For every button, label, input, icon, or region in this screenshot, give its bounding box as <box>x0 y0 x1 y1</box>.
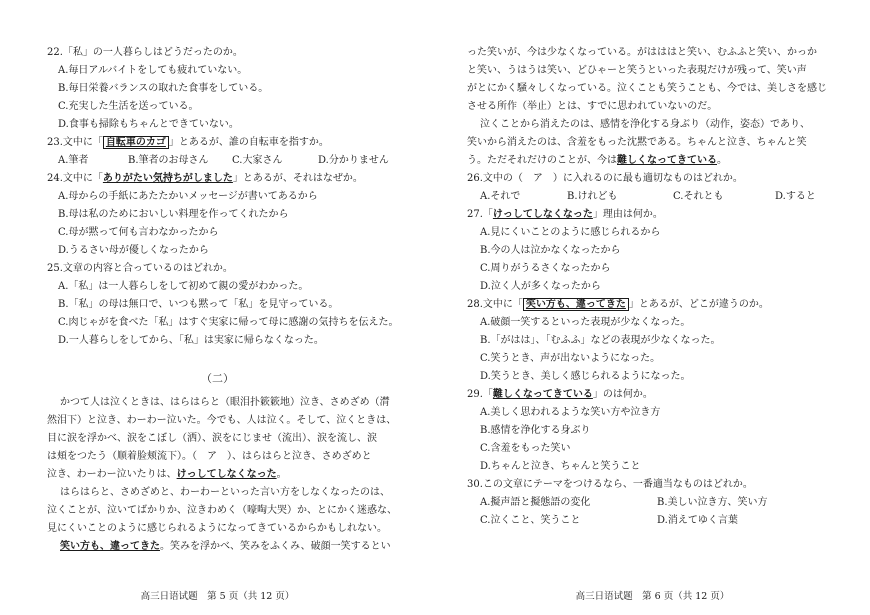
q29-option-d: D.ちゃんと泣き、ちゃんと笑うこと <box>480 461 641 472</box>
q22-option-c: C.充実した生活を送っている。 <box>58 101 199 112</box>
q27-option-d: D.泣く人が多くなったから <box>480 281 601 292</box>
passage-line: 泣くことから消えたのは、感情を浄化する身ぶり（动作，姿态）であり、 <box>480 119 810 130</box>
passage-line: かつて人は泣くときは、はらはらと（眼泪扑簌簌地）泣き、さめざめ（潸 <box>60 397 390 408</box>
q24-prefix: 24.文中に「 <box>47 173 103 184</box>
q29-emphasis: 難しくなってきている <box>492 389 593 400</box>
q29-suffix: 」のは何か。 <box>592 389 653 400</box>
q25-option-a: A.「私」は一人暮らしをして初めて親の愛がわかった。 <box>58 281 309 292</box>
passage-text: 。 <box>717 155 727 166</box>
q28-suffix: 」とあるが、どこが違うのか。 <box>628 299 769 310</box>
q22-option-d: D.食事も掃除もちゃんとできていない。 <box>58 119 239 130</box>
q24-suffix: 」とあるが、それはなぜか。 <box>232 173 363 184</box>
q28-option-d: D.笑うとき、美しく感じられるようになった。 <box>480 371 691 382</box>
passage-line <box>467 154 727 168</box>
q27-option-a: A.見にくいことのように感じられるから <box>480 227 661 238</box>
question-22: 22.「私」の一人暮らしはどうだったのか。 <box>47 47 243 58</box>
q25-option-d: D.一人暮らしをしてから、「私」は実家に帰らなくなった。 <box>58 335 324 346</box>
passage-line: 笑いから消えたのは、含羞をもった沈黙である。ちゃんと泣き、ちゃんと笑 <box>467 137 807 148</box>
q30-option-a: A.擬声語と擬態語の変化 <box>480 497 591 508</box>
question-28 <box>467 298 769 312</box>
q27-prefix: 27.「 <box>467 209 493 220</box>
q22-option-b: B.毎日栄養バランスの取れた食事をしている。 <box>58 83 269 94</box>
passage-line: は頬をつたう（顺着脸颊流下）。（ ア ）、はらはらと泣き、さめざめと <box>47 451 372 462</box>
q26-option-b: B.けれども <box>567 191 618 202</box>
q25-option-c: C.肉じゃがを食べた「私」はすぐ実家に帰って母に感謝の気持ちを伝えた。 <box>58 317 399 328</box>
passage-line: がとにかく騒々しくなっている。泣くことも笑うことも、今では、美しさを感じ <box>467 83 827 94</box>
q23-option-b: B.筆者のお母さん <box>128 155 209 166</box>
passage-line: させる所作（举止）とは、すでに思われていないのだ。 <box>467 101 718 112</box>
q24-option-d: D.うるさい母が優しくなったから <box>58 245 209 256</box>
q26-option-d: D.すると <box>775 191 816 202</box>
q28-option-c: C.笑うとき、声が出ないようになった。 <box>480 353 661 364</box>
passage-line <box>60 540 391 554</box>
question-27 <box>467 208 663 222</box>
q27-emphasis: けっしてしなくなった <box>492 209 593 220</box>
q30-option-d: D.消えてゆく言葉 <box>657 515 738 526</box>
passage-line: 泣くことが、泣いてばかりか、泣きわめく（嚎啕大哭）か、とにかく迷惑な、 <box>47 505 397 516</box>
q23-option-d: D.分かりません <box>318 155 389 166</box>
q29-option-b: B.感情を浄化する身ぶり <box>480 425 591 436</box>
passage-emphasis: 笑い方も、違ってきた <box>60 541 160 552</box>
q29-prefix: 29.「 <box>467 389 493 400</box>
q24-option-a: A.母からの手紙にあたたかいメッセージが書いてあるから <box>58 191 318 202</box>
q30-option-b: B.美しい泣き方、笑い方 <box>657 497 768 508</box>
q29-option-c: C.含羞をもった笑い <box>480 443 571 454</box>
q30-option-c: C.泣くこと、笑うこと <box>480 515 581 526</box>
q22-option-a: A.毎日アルバイトをしても疲れていない。 <box>58 65 248 76</box>
q27-option-b: B.今の人は泣かなくなったから <box>480 245 621 256</box>
q23-option-c: C.大家さん <box>232 155 283 166</box>
question-25: 25.文章の内容と合っているのはどれか。 <box>47 263 233 274</box>
q23-prefix: 23.文中に「 <box>47 137 103 148</box>
passage-text: う。ただそれだけのことが、今は <box>467 155 617 166</box>
q26-option-a: A.それで <box>480 191 521 202</box>
q24-emphasis: ありがたい気持ちがしました <box>102 173 233 184</box>
question-24 <box>47 172 363 186</box>
q28-option-b: B.「がはは」、「むふふ」などの表現が少なくなった。 <box>480 335 721 346</box>
passage-emphasis: けっしてしなくなった <box>176 469 277 480</box>
passage-emphasis: 難しくなってきている <box>617 155 717 166</box>
page-footer-6: 高三日语试题 第 6 页（共 12 页） <box>575 591 730 602</box>
q28-emphasis: 笑い方も、違ってきた <box>523 298 629 311</box>
question-30: 30.この文章にテーマをつけるなら、一番適当なものはどれか。 <box>467 479 753 490</box>
section-heading: （二） <box>201 372 234 385</box>
q29-option-a: A.美しく思われるような笑い方や泣き方 <box>480 407 661 418</box>
passage-line: 然泪下）と泣き、わーわー泣いた。今でも、人は泣く。そして、泣くときは、 <box>47 415 397 426</box>
passage-line: 目に涙を浮かべ、涙をこぼし（洒）、涙をにじませ（流出）、涙を流し、涙 <box>47 433 377 444</box>
question-29 <box>467 388 653 402</box>
passage-line: はらはらと、さめざめと、わーわーといった言い方をしなくなったのは、 <box>60 487 390 498</box>
passage-line: った笑いが、今は少なくなっている。がはははと笑い、むふふと笑い、かっか <box>467 47 817 58</box>
q28-prefix: 28.文中に「 <box>467 299 523 310</box>
q27-suffix: 」理由は何か。 <box>592 209 663 220</box>
q26-option-c: C.それとも <box>673 191 724 202</box>
passage-text: 泣き、わーわー泣いたりは、 <box>47 469 177 480</box>
q27-option-c: C.周りがうるさくなったから <box>480 263 611 274</box>
q23-emphasis: 自転車のカゴ <box>103 136 169 149</box>
passage-text: 。笑みを浮かべ、笑みをふくみ、破顔一笑するとい <box>160 541 391 552</box>
q25-option-b: B.「私」の母は無口で、いつも黙って「私」を見守っている。 <box>58 299 339 310</box>
passage-line: と笑い、うはうは笑い、どひゃーと笑うといった表現だけが残って、笑い声 <box>467 65 807 76</box>
passage-text: 。 <box>276 469 287 480</box>
q28-option-a: A.破顔一笑するといった表現が少なくなった。 <box>480 317 691 328</box>
q24-option-c: C.母が黙って何も言わなかったから <box>58 227 219 238</box>
q23-suffix: 」とあるが、誰の自転車を指すか。 <box>168 137 329 148</box>
page-footer-5: 高三日语试题 第 5 页（共 12 页） <box>140 591 295 602</box>
passage-line <box>47 468 287 482</box>
question-26: 26.文中の（ ア ）に入れるのに最も適切なものはどれか。 <box>467 173 743 184</box>
passage-line: 見にくいことのように感じられるようになってきているからかもしれない。 <box>47 523 387 534</box>
question-23 <box>47 136 329 150</box>
q24-option-b: B.母は私のためにおいしい料理を作ってくれたから <box>58 209 289 220</box>
q23-option-a: A.筆者 <box>58 155 89 166</box>
